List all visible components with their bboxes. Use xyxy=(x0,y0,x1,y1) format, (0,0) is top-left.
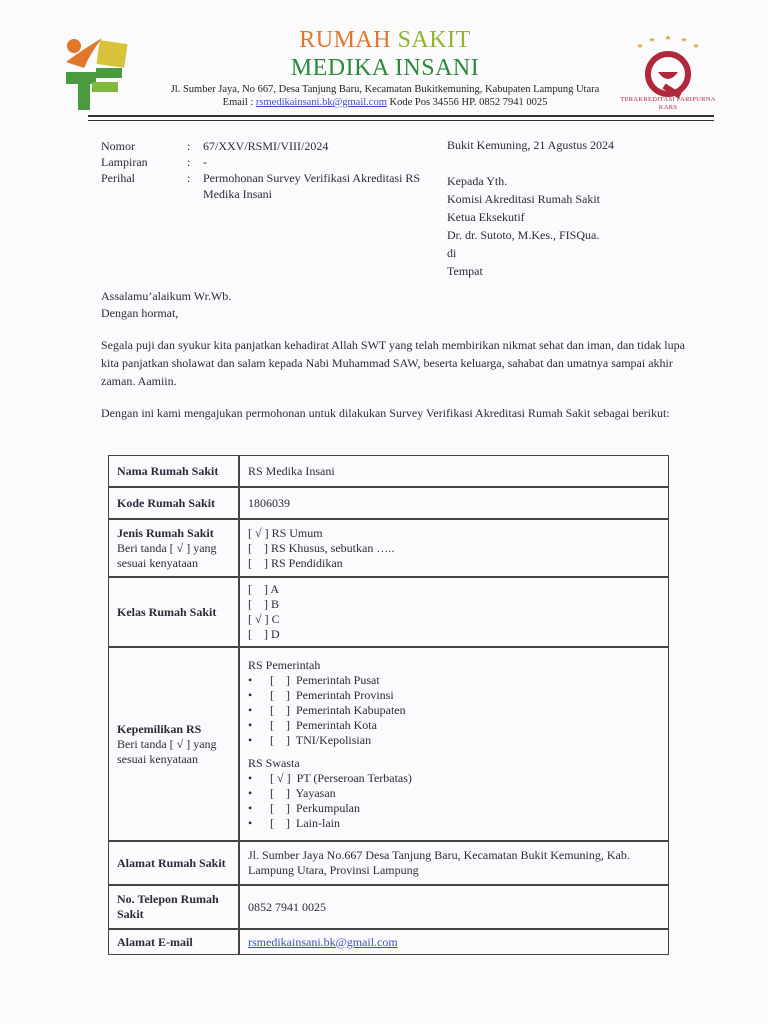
telp-label: No. Telepon Rumah Sakit xyxy=(108,885,239,929)
letter-date: Bukit Kemuning, 21 Agustus 2024 xyxy=(447,138,615,152)
pemerintah-option-tni[interactable] xyxy=(248,733,660,748)
spacer xyxy=(248,748,660,756)
nomor-value: 67/XXV/RSMI/VIII/2024 xyxy=(203,139,329,153)
bullet-icon: • xyxy=(248,732,253,747)
jenis-option-khusus[interactable]: [ ] RS Khusus, sebutkan ….. xyxy=(248,540,395,555)
jenis-option-pendidikan[interactable]: [ ] RS Pendidikan xyxy=(248,555,343,570)
hospital-name-line1 xyxy=(150,26,620,54)
hospital-name-word2: SAKIT xyxy=(397,27,471,53)
alamat-value: Jl. Sumber Jaya No.667 Desa Tanjung Baru, Kecamatan Bukit Kemuning, Kab. Lampung Utara, Provinsi Lampung xyxy=(239,841,669,885)
bullet-icon: • xyxy=(248,687,253,702)
hospital-name-line2: MEDIKA INSANI xyxy=(290,55,480,81)
nama-label: Nama Rumah Sakit xyxy=(108,455,239,487)
opening-paragraph: Segala puji dan syukur kita panjatkan kehadirat Allah SWT yang telah membirikan nikmat sehat dan iman, dan tidak lupa kita panjatkan sholawat dan salam kepada Nabi Muhammad SAW, beserta keluarga, sahabat dan umatnya sampai akhir zaman. Aamiin. xyxy=(101,338,685,388)
alamat-label: Alamat Rumah Sakit xyxy=(108,841,239,885)
option-text: [ ] Perkumpulan xyxy=(270,800,360,815)
swasta-option-lain[interactable] xyxy=(248,816,660,831)
lampiran-label: Lampiran xyxy=(101,155,148,169)
postal-phone: Kode Pos 34556 HP. 0852 7941 0025 xyxy=(386,97,548,108)
recipient-line2: Komisi Akreditasi Rumah Sakit xyxy=(447,192,600,206)
kelas-option-b[interactable]: [ ] B xyxy=(248,597,279,611)
bullet-icon: • xyxy=(248,702,253,717)
option-text: [ ] Pemerintah Pusat xyxy=(270,672,380,687)
hospital-address: Jl. Sumber Jaya, No 667, Desa Tanjung Baru, Kecamatan Bukitkemuning, Kabupaten Lampung Utara xyxy=(170,84,600,95)
option-text: [ ] TNI/Kepolisian xyxy=(270,732,372,747)
kepemilikan-options xyxy=(239,647,669,841)
jenis-sublabel: Beri tanda [ √ ] yang sesuai kenyataan xyxy=(117,540,217,570)
table-row xyxy=(108,885,669,929)
bullet-icon: • xyxy=(248,717,253,732)
letterhead-title xyxy=(150,26,620,109)
recipient-line1: Kepada Yth. xyxy=(447,174,508,188)
letterhead-rule-thin xyxy=(88,120,714,121)
jenis-label-cell xyxy=(108,519,239,577)
pemerintah-option-kota[interactable] xyxy=(248,718,660,733)
pemerintah-option-kabupaten[interactable] xyxy=(248,703,660,718)
table-row xyxy=(108,519,669,577)
kelas-label: Kelas Rumah Sakit xyxy=(108,577,239,647)
bullet-icon: • xyxy=(248,800,253,815)
email-prefix: Email : xyxy=(222,97,256,108)
kelas-options xyxy=(239,577,669,647)
perihal-colon: : xyxy=(187,171,191,185)
bullet-icon: • xyxy=(248,770,253,785)
kepemilikan-label: Kepemilikan RS xyxy=(117,721,202,736)
lampiran-colon: : xyxy=(187,155,191,169)
swasta-option-yayasan[interactable] xyxy=(248,786,660,801)
table-row xyxy=(108,455,669,487)
bullet-icon: • xyxy=(248,672,253,687)
nomor-colon: : xyxy=(187,139,191,153)
perihal-label: Perihal xyxy=(101,171,135,185)
pemerintah-option-provinsi[interactable] xyxy=(248,688,660,703)
hospital-contact xyxy=(150,96,620,109)
bullet-icon: • xyxy=(248,815,253,830)
table-row xyxy=(108,841,669,885)
swasta-option-pt[interactable] xyxy=(248,771,660,786)
kars-caption-line2: KARS xyxy=(658,104,678,111)
hospital-name-word1: RUMAH xyxy=(299,27,392,53)
email-label: Alamat E-mail xyxy=(108,929,239,955)
table-row xyxy=(108,487,669,519)
perihal-value: Permohonan Survey Verifikasi Akreditasi RS Medika Insani xyxy=(203,171,421,201)
option-text: [ ] Lain-lain xyxy=(270,815,340,830)
recipient-block xyxy=(447,172,600,280)
greeting-line1: Assalamu’alaikum Wr.Wb. xyxy=(101,289,232,303)
kars-caption xyxy=(612,96,724,112)
kode-label: Kode Rumah Sakit xyxy=(108,487,239,519)
recipient-line5: di xyxy=(447,246,457,260)
recipient-line6: Tempat xyxy=(447,264,483,278)
table-row xyxy=(108,929,669,955)
request-paragraph: Dengan ini kami mengajukan permohonan untuk dilakukan Survey Verifikasi Akreditasi Rumah Sakit sebagai berikut: xyxy=(101,406,670,420)
hospital-info-table xyxy=(108,455,669,955)
kars-caption-line1: TERAKREDITASI PARIPURNA xyxy=(620,96,716,103)
lampiran-value: - xyxy=(203,155,207,169)
table-email-link[interactable]: rsmedikainsani.bk@gmail.com xyxy=(248,934,398,949)
jenis-label: Jenis Rumah Sakit xyxy=(117,525,214,540)
nama-value: RS Medika Insani xyxy=(239,455,669,487)
swasta-heading: RS Swasta xyxy=(248,755,300,770)
greeting xyxy=(101,288,231,322)
kepemilikan-sublabel: Beri tanda [ √ ] yang sesuai kenyataan xyxy=(117,736,217,766)
kepemilikan-label-cell xyxy=(108,647,239,841)
table-row xyxy=(108,577,669,647)
bullet-icon: • xyxy=(248,785,253,800)
option-text: [ ] Pemerintah Kota xyxy=(270,717,377,732)
pemerintah-heading: RS Pemerintah xyxy=(248,657,321,672)
pemerintah-option-pusat[interactable] xyxy=(248,673,660,688)
kode-value: 1806039 xyxy=(239,487,669,519)
kelas-option-a[interactable]: [ ] A xyxy=(248,582,279,596)
jenis-options xyxy=(239,519,669,577)
greeting-line2: Dengan hormat, xyxy=(101,306,179,320)
letterhead-email-link[interactable]: rsmedikainsani.bk@gmail.com xyxy=(255,97,387,108)
option-text: [ ] Pemerintah Provinsi xyxy=(270,687,394,702)
swasta-option-perkumpulan[interactable] xyxy=(248,801,660,816)
option-text: [ √ ] PT (Perseroan Terbatas) xyxy=(270,770,412,785)
letterhead-rule-thick xyxy=(88,115,714,117)
email-value-cell xyxy=(239,929,669,955)
kelas-option-d[interactable]: [ ] D xyxy=(248,627,280,641)
jenis-option-umum[interactable]: [ √ ] RS Umum xyxy=(248,525,323,540)
telp-value: 0852 7941 0025 xyxy=(239,885,669,929)
option-text: [ ] Yayasan xyxy=(270,785,336,800)
kelas-option-c[interactable]: [ √ ] C xyxy=(248,612,280,626)
table-row xyxy=(108,647,669,841)
nomor-label: Nomor xyxy=(101,139,135,153)
option-text: [ ] Pemerintah Kabupaten xyxy=(270,702,406,717)
hospital-logo-icon xyxy=(62,32,128,112)
recipient-line4: Dr. dr. Sutoto, M.Kes., FISQua. xyxy=(447,228,600,242)
recipient-line3: Ketua Eksekutif xyxy=(447,210,525,224)
